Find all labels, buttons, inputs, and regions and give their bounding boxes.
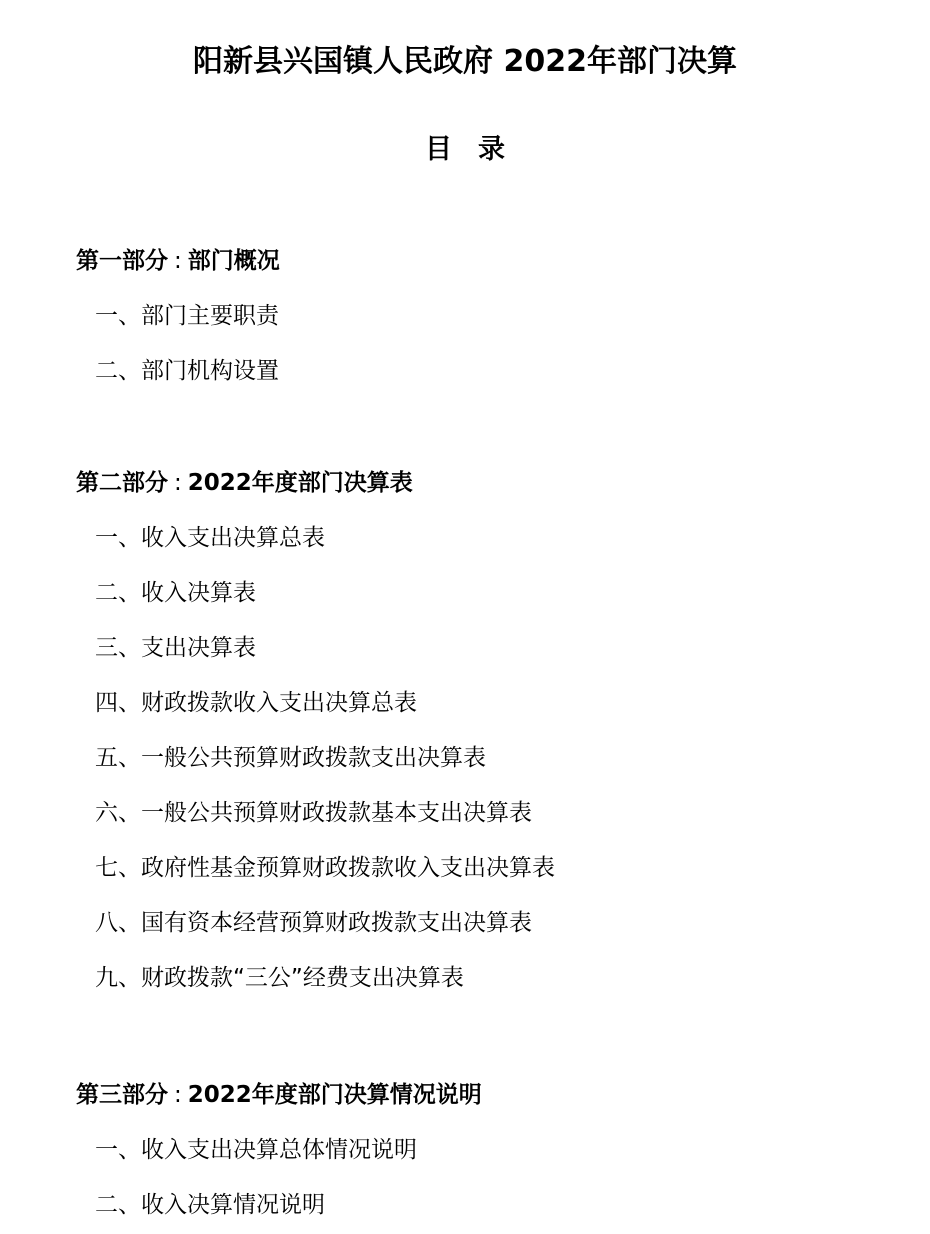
toc-item[interactable]: 九、财政拨款“三公”经费支出决算表	[95, 965, 464, 991]
section-title[interactable]	[76, 245, 896, 277]
section-separator: :	[174, 248, 182, 274]
section-label: 第二部分	[76, 470, 168, 496]
toc-item[interactable]: 三、支出决算表	[95, 635, 256, 661]
section-part-one	[76, 245, 896, 387]
section-label: 第三部分	[76, 1082, 168, 1108]
section-item-list	[76, 1134, 896, 1221]
section-separator: :	[174, 470, 182, 496]
toc-item[interactable]: 五、一般公共预算财政拨款支出决算表	[95, 745, 486, 771]
section-title[interactable]	[76, 1079, 896, 1111]
section-part-three	[76, 1079, 896, 1221]
section-title[interactable]	[76, 467, 896, 499]
table-of-contents-heading: 目录	[425, 134, 531, 165]
section-name: 2022年度部门决算表	[187, 470, 413, 496]
document-title: 阳新县兴国镇人民政府 2022年部门决算	[193, 44, 737, 79]
toc-item[interactable]: 二、收入决算表	[95, 580, 256, 606]
toc-item[interactable]: 二、收入决算情况说明	[95, 1192, 325, 1218]
section-part-two	[76, 467, 896, 994]
section-item-list	[76, 300, 896, 387]
toc-item[interactable]: 二、部门机构设置	[95, 358, 279, 384]
toc-item[interactable]: 一、收入支出决算总体情况说明	[95, 1137, 417, 1163]
toc-item[interactable]: 七、政府性基金预算财政拨款收入支出决算表	[95, 855, 555, 881]
toc-item[interactable]: 一、部门主要职责	[95, 303, 279, 329]
section-name: 2022年度部门决算情况说明	[187, 1082, 482, 1108]
toc-item[interactable]: 六、一般公共预算财政拨款基本支出决算表	[95, 800, 532, 826]
toc-item[interactable]: 一、收入支出决算总表	[95, 525, 325, 551]
section-name: 部门概况	[187, 248, 280, 274]
toc-item[interactable]: 八、国有资本经营预算财政拨款支出决算表	[95, 910, 532, 936]
section-item-list	[76, 522, 896, 994]
section-separator: :	[174, 1082, 182, 1108]
section-label: 第一部分	[76, 248, 168, 274]
toc-item[interactable]: 四、财政拨款收入支出决算总表	[95, 690, 417, 716]
